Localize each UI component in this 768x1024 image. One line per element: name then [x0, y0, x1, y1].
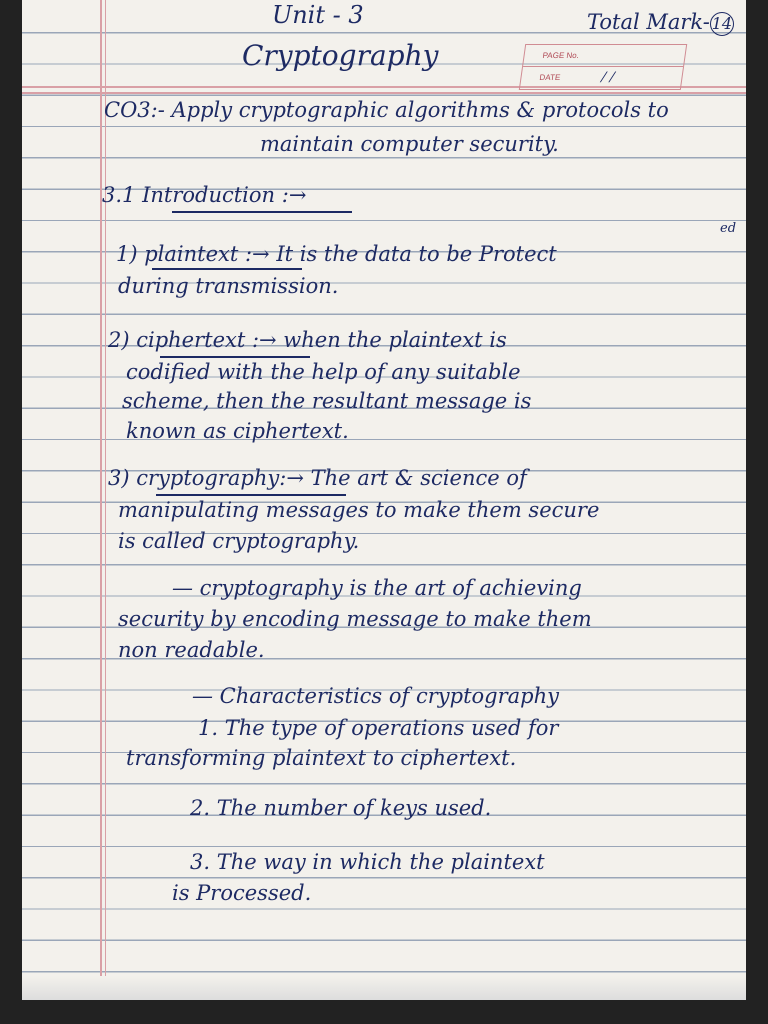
total-marks — [587, 12, 734, 36]
outcome-line-2: maintain computer security. — [260, 132, 559, 156]
date-row — [520, 67, 683, 88]
page-bottom-edge — [22, 976, 746, 1000]
marks-circle: 14 — [710, 12, 734, 36]
section-heading: 3.1 Introduction :→ — [102, 183, 307, 207]
para-line3: non readable. — [118, 638, 265, 662]
section-underline — [172, 211, 352, 213]
item3-line1: 3) cryptography:→ The art & science of — [108, 466, 527, 490]
point1-line2: transforming plaintext to ciphertext. — [126, 746, 517, 770]
date-label: DATE — [538, 73, 561, 82]
item2-line3: scheme, then the resultant message is — [122, 389, 532, 413]
item3-line3: is called cryptography. — [118, 529, 360, 553]
item3-underline — [156, 494, 346, 496]
header-divider-second — [22, 92, 746, 94]
margin-line-inner — [105, 0, 106, 1000]
total-marks-label: Total Mark- — [587, 10, 710, 34]
item2-line4: known as ciphertext. — [126, 419, 349, 443]
characteristics-heading: — Characteristics of cryptography — [192, 684, 559, 708]
item2-underline — [160, 356, 310, 358]
item3-line2: manipulating messages to make them secure — [118, 498, 600, 522]
outcome-line-1: CO3:- Apply cryptographic algorithms & protocols to — [104, 98, 669, 122]
item1-line1: 1) plaintext :→ It is the data to be Protect — [116, 242, 557, 266]
notebook-page — [22, 0, 746, 1000]
page-no-row — [523, 45, 686, 67]
item2-line2: codified with the help of any suitable — [126, 360, 521, 384]
point1-line1: 1. The type of operations used for — [198, 716, 559, 740]
date-value: / / — [600, 70, 616, 85]
page-no-label: PAGE No. — [541, 51, 580, 60]
point2: 2. The number of keys used. — [190, 796, 492, 820]
para-line1: — cryptography is the art of achieving — [172, 576, 582, 600]
item1-underline — [152, 268, 302, 270]
para-line2: security by encoding message to make them — [118, 607, 592, 631]
point3-line2: is Processed. — [172, 881, 312, 905]
item1-suffix: ed — [720, 221, 737, 236]
item2-line1: 2) ciphertext :→ when the plaintext is — [108, 328, 507, 352]
point3-line1: 3. The way in which the plaintext — [190, 850, 545, 874]
unit-heading: Unit - 3 — [272, 1, 364, 29]
margin-line — [100, 0, 102, 1000]
page-date-box — [519, 44, 687, 90]
page-title: Cryptography — [242, 39, 439, 72]
item1-line2: during transmission. — [118, 274, 339, 298]
